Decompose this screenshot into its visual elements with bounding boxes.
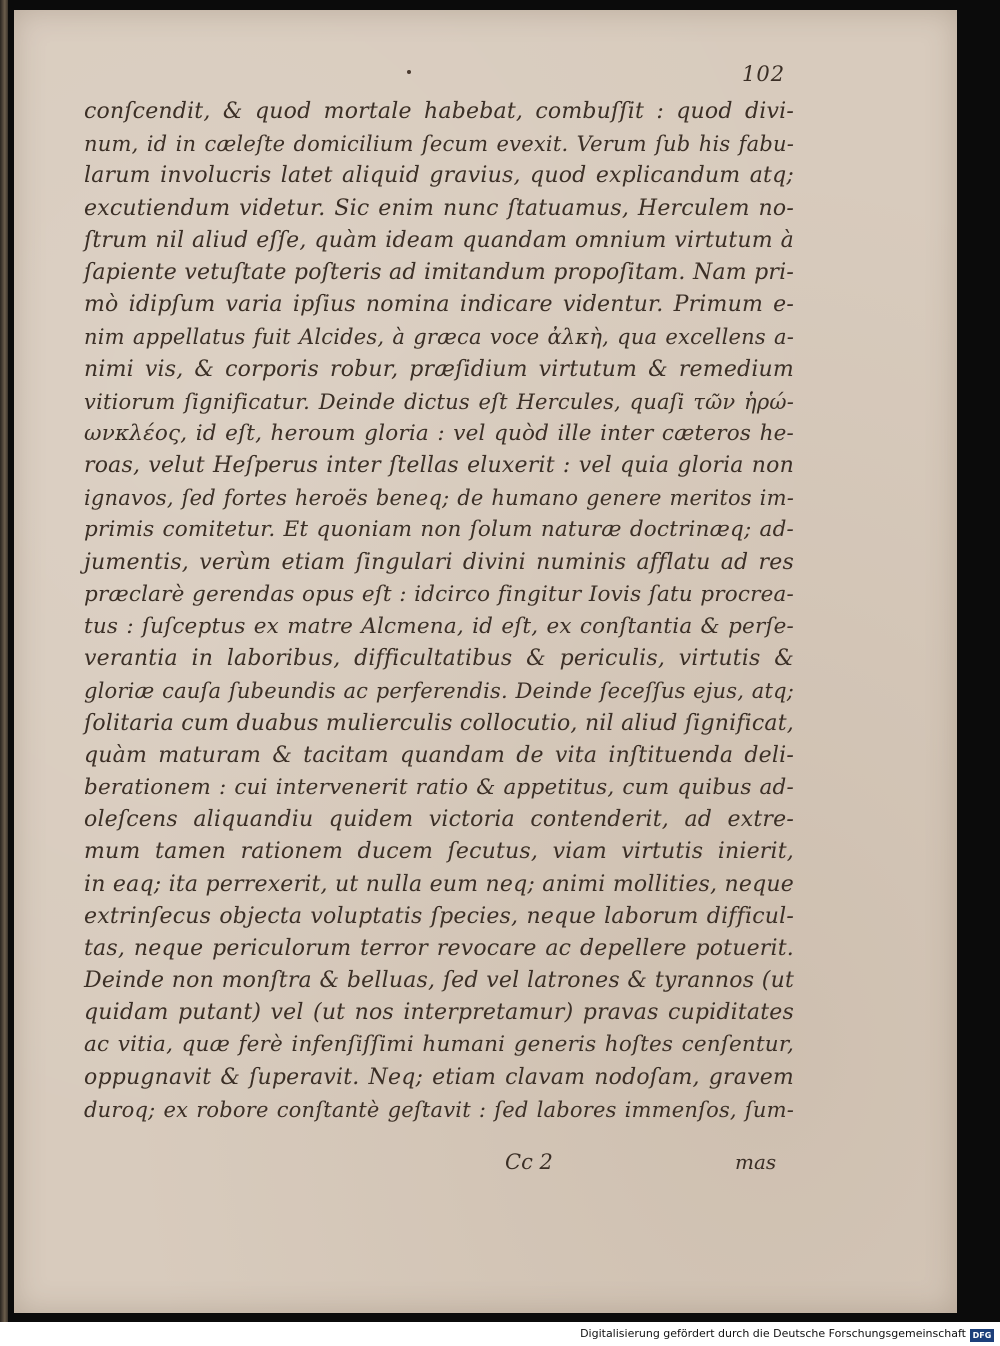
text-line: ſapiente vetuſtate poſteris ad imitandum propoſitam. Nam pri- xyxy=(84,259,794,285)
text-line: in eaq; ita perrexerit, ut nulla eum neq; animi mollities, neque xyxy=(84,871,794,897)
text-line: ignavos, ſed fortes heroës beneq; de humano genere meritos im- xyxy=(84,486,794,511)
text-line: num, id in cæleſte domicilium ſecum evexit. Verum ſub his fabu- xyxy=(84,132,794,157)
text-line: larum involucris latet aliquid gravius, quod explicandum atq; xyxy=(84,163,794,189)
text-line: duroq; ex robore conſtantè geſtavit : ſed labores immenſos, ſum- xyxy=(84,1097,794,1122)
text-line: mò idipſum varia ipſius nomina indicare videntur. Primum e- xyxy=(84,292,794,318)
text-line: tas, neque periculorum terror revocare ac depellere potuerit. xyxy=(84,935,794,961)
text-line: extrinſecus objecta voluptatis ſpecies, neque laborum difficul- xyxy=(84,903,794,929)
text-line: quidam putant) vel (ut nos interpretamur) pravas cupiditates xyxy=(84,1000,794,1026)
dfg-logo: DFG xyxy=(970,1329,994,1342)
text-line: conſcendit, & quod mortale habebat, combuſſit : quod divi- xyxy=(84,99,794,124)
text-line: tus : ſuſceptus ex matre Alcmena, id eſt, ex conſtantia & perſe- xyxy=(84,614,794,639)
text-line: præclarè gerendas opus eſt : idcirco fingitur Iovis ſatu procrea- xyxy=(84,581,794,607)
funding-credit: Digitalisierung gefördert durch die Deutsche Forschungsgemeinschaft xyxy=(580,1327,966,1340)
text-line: oppugnavit & ſuperavit. Neq; etiam clavam nodoſam, gravem xyxy=(84,1064,794,1090)
text-line: ſolitaria cum duabus mulierculis collocutio, nil aliud ſignificat, xyxy=(84,710,794,736)
book-spine-edge xyxy=(0,0,8,1322)
text-line: ſtrum nil aliud eſſe, quàm ideam quandam omnium virtutum à xyxy=(84,227,794,253)
text-line: nim appellatus fuit Alcides, à græca voce ἀλκὴ, qua excellens a- xyxy=(84,325,794,350)
text-line: primis comitetur. Et quoniam non ſolum naturæ doctrinæq; ad- xyxy=(84,517,794,543)
text-line: verantia in laboribus, difficultatibus & periculis, virtutis & xyxy=(84,646,794,672)
text-line: vitiorum ſignificatur. Deinde dictus eſt Hercules, quaſi τῶν ἡρώ- xyxy=(84,389,794,414)
catchword: mas xyxy=(735,1150,777,1174)
text-line: Deinde non monſtra & belluas, ſed vel latrones & tyrannos (ut xyxy=(84,968,794,994)
page-number: 102 xyxy=(742,62,786,86)
text-line: ac vitia, quæ ferè infenſiſſimi humani generis hoſtes cenſentur, xyxy=(84,1032,794,1058)
text-line: oleſcens aliquandiu quidem victoria contenderit, ad extre- xyxy=(84,807,794,833)
latin-text-block xyxy=(84,96,794,1126)
text-line: roas, velut Heſperus inter ſtellas eluxerit : vel quia gloria non xyxy=(84,453,794,479)
text-line: jumentis, verùm etiam ſingulari divini numinis afflatu ad res xyxy=(84,549,794,575)
printer-signature: Cc 2 xyxy=(505,1150,553,1174)
text-line: mum tamen rationem ducem ſecutus, viam virtutis inierit, xyxy=(84,839,794,865)
text-line: quàm maturam & tacitam quandam de vita inſtituenda deli- xyxy=(84,742,794,768)
text-line: gloriæ cauſa ſubeundis ac perferendis. Deinde ſeceſſus ejus, atq; xyxy=(84,679,794,704)
ink-speck xyxy=(407,70,411,74)
text-line: berationem : cui intervenerit ratio & appetitus, cum quibus ad- xyxy=(84,774,794,800)
text-line: ωνκλέος, id eſt, heroum gloria : vel quòd ille inter cæteros he- xyxy=(84,420,794,446)
text-line: excutiendum videtur. Sic enim nunc ſtatuamus, Herculem no- xyxy=(84,195,794,221)
text-line: nimi vis, & corporis robur, præſidium virtutum & remedium xyxy=(84,356,794,382)
